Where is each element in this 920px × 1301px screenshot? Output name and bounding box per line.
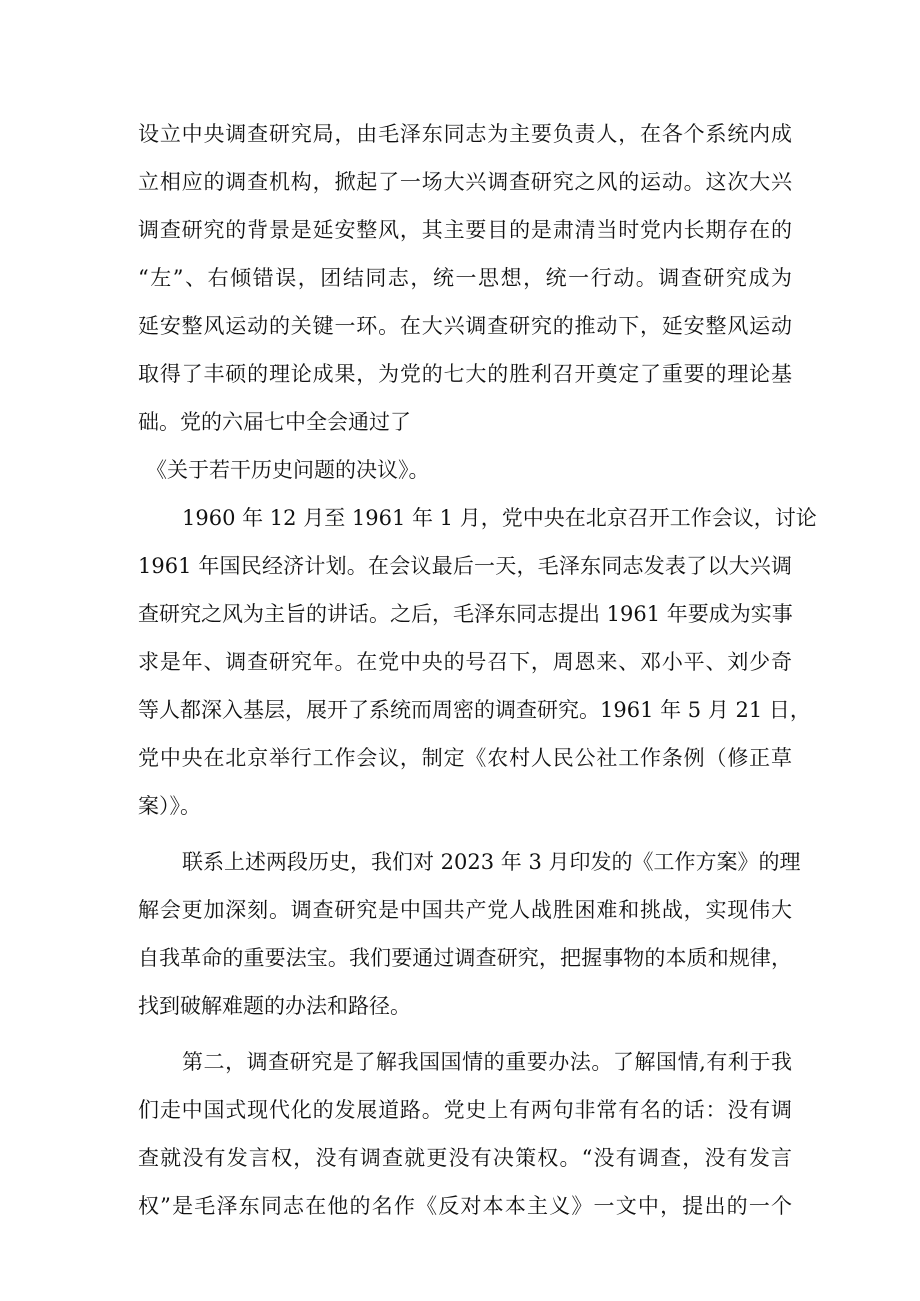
text-line: 《关于若干历史问题的决议》。	[146, 458, 430, 482]
text-line: 联系上述两段历史，我们对 2023 年 3 月印发的《工作方案》的理	[182, 850, 801, 874]
text-line: 1961 年国民经济计划。在会议最后一天，毛泽东同志发表了以大兴调	[138, 554, 792, 578]
text-line: 第二，调查研究是了解我国国情的重要办法。了解国情,有利于我	[182, 1050, 792, 1074]
text-line: 们走中国式现代化的发展道路。党史上有两句非常有名的话：没有调	[138, 1098, 792, 1122]
text-line: 取得了丰硕的理论成果，为党的七大的胜利召开奠定了重要的理论基	[138, 362, 792, 386]
text-line: “左”、右倾错误，团结同志，统一思想，统一行动。调查研究成为	[138, 266, 792, 290]
text-line: 查研究之风为主旨的讲话。之后，毛泽东同志提出 1961 年要成为实事	[138, 602, 793, 626]
text-line: 自我革命的重要法宝。我们要通过调查研究，把握事物的本质和规律，	[138, 946, 792, 970]
text-line: 等人都深入基层，展开了系统而周密的调查研究。1961 年 5 月 21 日，	[138, 698, 811, 722]
text-line: 找到破解难题的办法和路径。	[138, 994, 411, 1018]
text-line: 延安整风运动的关键一环。在大兴调查研究的推动下，延安整风运动	[138, 314, 792, 338]
text-line: 求是年、调查研究年。在党中央的号召下，周恩来、邓小平、刘少奇	[138, 650, 792, 674]
text-line: 权”是毛泽东同志在他的名作《反对本本主义》一文中，提出的一个	[138, 1194, 792, 1218]
text-line: 党中央在北京举行工作会议，制定《农村人民公社工作条例（修正草	[138, 746, 792, 770]
text-line: 础。党的六届七中全会通过了	[138, 410, 411, 434]
text-line: 查就没有发言权，没有调查就更没有决策权。“没有调查，没有发言	[138, 1146, 792, 1170]
text-line: 调查研究的背景是延安整风，其主要目的是肃清当时党内长期存在的	[138, 218, 792, 242]
text-line: 立相应的调查机构，掀起了一场大兴调查研究之风的运动。这次大兴	[138, 170, 792, 194]
text-line: 解会更加深刻。调查研究是中国共产党人战胜困难和挑战，实现伟大	[138, 898, 792, 922]
text-line: 1960 年 12 月至 1961 年 1 月，党中央在北京召开工作会议，讨论	[182, 506, 817, 530]
text-line: 案）》。	[138, 794, 201, 818]
text-line: 设立中央调查研究局，由毛泽东同志为主要负责人，在各个系统内成	[138, 122, 792, 146]
